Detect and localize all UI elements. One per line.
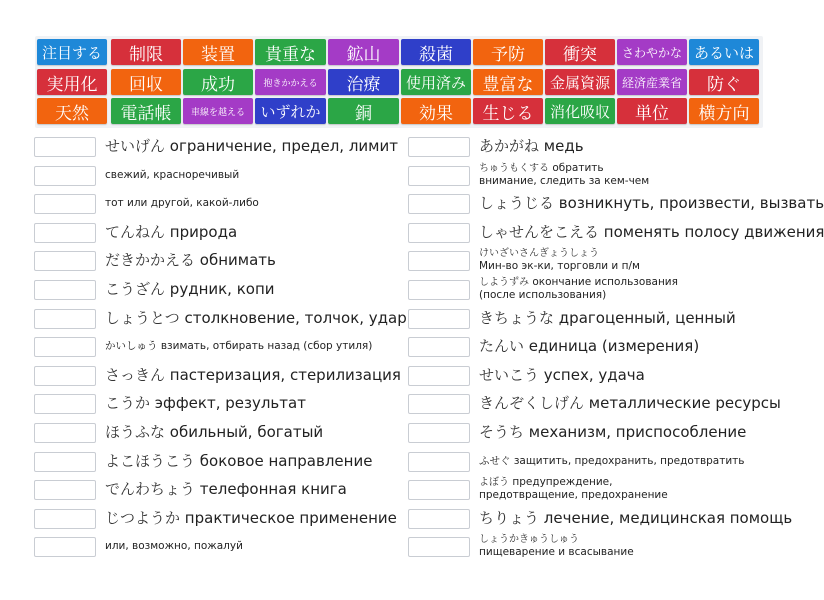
word-tile-label: 予防	[491, 44, 525, 65]
word-tile-label: 横方向	[698, 103, 750, 124]
word-tile-label: 治療	[346, 74, 381, 95]
word-tile-label: 生じる	[482, 103, 534, 124]
word-tile[interactable]	[37, 69, 107, 95]
definition-text: эффект, результат	[154, 394, 306, 412]
definition-kana: ほうふな	[105, 423, 166, 441]
definition-text: возникнуть, произвести, вызвать	[558, 194, 824, 212]
definition-text: успех, удача	[543, 366, 645, 384]
answer-slot[interactable]	[34, 394, 96, 414]
answer-slot[interactable]	[408, 309, 470, 329]
definition-label	[479, 508, 793, 528]
definition-label	[105, 250, 400, 270]
definition-label	[105, 536, 400, 556]
definition-label	[479, 162, 779, 188]
definition-text: единица (измерения)	[528, 337, 700, 355]
word-tile-label: 成功	[201, 74, 235, 95]
definition-label	[479, 451, 779, 471]
word-tile-label: 回収	[129, 74, 163, 95]
definition-kana: たんい	[479, 337, 525, 355]
definition-text: или, возможно, пожалуй	[105, 540, 243, 552]
answer-slot[interactable]	[34, 480, 96, 500]
answer-slot[interactable]	[408, 366, 470, 386]
definition-label	[105, 336, 400, 356]
definition-kana: あかがね	[479, 137, 540, 155]
answer-slot[interactable]	[408, 509, 470, 529]
word-tile[interactable]	[183, 39, 253, 65]
word-tile-label: いずれか	[260, 102, 321, 121]
answer-slot[interactable]	[408, 137, 470, 157]
word-tile[interactable]	[255, 39, 326, 65]
definition-text: природа	[169, 223, 238, 241]
definition-label	[479, 336, 779, 356]
word-tile[interactable]	[255, 98, 326, 124]
word-tile[interactable]	[473, 98, 543, 124]
definition-kana: かいしゅう	[105, 340, 158, 352]
definition-label	[105, 451, 400, 471]
answer-slot[interactable]	[408, 251, 470, 271]
definition-text: лечение, медицинская помощь	[543, 509, 793, 527]
definition-label	[105, 165, 400, 185]
definition-label	[479, 476, 779, 502]
word-tile-label: 貴重な	[265, 44, 316, 65]
word-tile[interactable]	[617, 69, 687, 95]
word-tile[interactable]	[111, 69, 181, 95]
answer-slot[interactable]	[34, 194, 96, 214]
definition-kana: こうか	[105, 394, 151, 412]
word-tile-label: 制限	[129, 44, 163, 65]
word-tile-label: 豊富な	[482, 74, 534, 95]
definition-text: практическое применение	[184, 509, 397, 527]
definition-text-line2: Мин-во эк-ки, торговли и п/м	[479, 260, 640, 272]
definition-text: драгоценный, ценный	[558, 309, 736, 327]
definition-label	[479, 533, 779, 559]
answer-slot[interactable]	[408, 423, 470, 443]
answer-slot[interactable]	[34, 251, 96, 271]
definition-kana: きんぞくしげん	[479, 394, 585, 412]
answer-slot[interactable]	[408, 223, 470, 243]
definition-kana: さっきん	[105, 366, 166, 384]
definition-label	[479, 222, 824, 242]
word-tile-label: 抱きかかえる	[263, 78, 318, 89]
word-tile[interactable]	[37, 39, 107, 65]
word-tile-label: 効果	[419, 103, 453, 124]
answer-slot[interactable]	[408, 394, 470, 414]
word-tile[interactable]	[545, 98, 615, 124]
definition-label	[105, 508, 400, 528]
word-tile-label: 殺菌	[419, 44, 453, 65]
definition-label	[105, 365, 400, 385]
definition-kana: せいこう	[479, 366, 540, 384]
word-tile-label: 防ぐ	[707, 74, 741, 95]
word-tile[interactable]	[328, 69, 399, 95]
definition-label	[479, 193, 824, 213]
answer-slot[interactable]	[34, 337, 96, 357]
definition-label	[479, 247, 779, 273]
word-tile[interactable]	[111, 39, 181, 65]
word-tile[interactable]	[689, 39, 759, 65]
definition-label	[479, 365, 779, 385]
word-tile[interactable]	[473, 39, 543, 65]
definition-label	[479, 276, 779, 302]
word-tile[interactable]	[183, 98, 253, 124]
definition-kana: しようずみ	[479, 277, 529, 288]
definition-label	[479, 393, 779, 413]
definition-text: тот или другой, какой-либо	[105, 197, 259, 209]
word-tile[interactable]	[617, 39, 687, 65]
word-tile-label: 装置	[201, 44, 235, 65]
word-tile-label: 単位	[635, 103, 669, 124]
answer-slot[interactable]	[34, 452, 96, 472]
word-tile-label: 注目する	[41, 43, 102, 62]
answer-slot[interactable]	[408, 280, 470, 300]
definition-label	[105, 393, 400, 413]
word-tile-label: 金属資源	[549, 73, 610, 92]
definition-kana: しょうじる	[479, 194, 555, 212]
definition-text-line2: пищеварение и всасывание	[479, 546, 634, 558]
word-tile[interactable]	[328, 98, 399, 124]
definition-label	[479, 308, 779, 328]
word-tile-label: 銅	[355, 103, 372, 124]
word-tile-label: 車線を越える	[190, 107, 245, 118]
definition-text: взимать, отбирать назад (сбор утиля)	[160, 340, 373, 352]
definition-text-line2: (после использования)	[479, 289, 607, 301]
word-tile-label: 電話帳	[120, 103, 172, 124]
definition-label	[105, 308, 407, 328]
definition-kana: せいげん	[105, 137, 166, 155]
word-tile-label: 衝突	[563, 44, 597, 65]
answer-slot[interactable]	[408, 194, 470, 214]
word-tile-label: 消化吸収	[549, 102, 610, 121]
definition-text: защитить, предохранить, предотвратить	[513, 455, 745, 467]
definition-text: поменять полосу движения	[603, 223, 824, 241]
answer-slot[interactable]	[408, 537, 470, 557]
definition-kana: ちりょう	[479, 509, 540, 527]
definition-label	[105, 193, 400, 213]
answer-slot[interactable]	[34, 223, 96, 243]
word-tile[interactable]	[183, 69, 253, 95]
word-tile[interactable]	[255, 69, 326, 95]
definition-kana: しょうとつ	[105, 309, 180, 327]
answer-slot[interactable]	[34, 309, 96, 329]
word-tile[interactable]	[37, 98, 107, 124]
definition-text: телефонная книга	[199, 480, 347, 498]
word-tile[interactable]	[401, 69, 471, 95]
word-tile-label: 天然	[55, 103, 89, 124]
word-tile[interactable]	[617, 98, 687, 124]
word-tile-label: さわやかな	[621, 45, 682, 60]
definition-text: предупреждение,	[512, 476, 613, 488]
definition-label	[105, 422, 400, 442]
word-tile-label: 鉱山	[346, 44, 381, 65]
answer-slot[interactable]	[34, 137, 96, 157]
answer-slot[interactable]	[408, 166, 470, 186]
definition-text: столкновение, толчок, удар	[184, 309, 407, 327]
definition-kana: こうざん	[105, 280, 166, 298]
definition-kana: でんわちょう	[105, 480, 196, 498]
answer-slot[interactable]	[408, 337, 470, 357]
answer-slot[interactable]	[34, 366, 96, 386]
definition-label	[105, 136, 400, 156]
definition-kana: てんねん	[105, 223, 166, 241]
word-tile[interactable]	[401, 39, 471, 65]
definition-kana: ふせぐ	[479, 455, 511, 467]
definition-text: ограничение, предел, лимит	[169, 137, 398, 155]
definition-label	[479, 422, 779, 442]
answer-slot[interactable]	[34, 280, 96, 300]
definition-label	[105, 222, 400, 242]
word-tile[interactable]	[328, 39, 399, 65]
definition-text: окончание использования	[532, 276, 678, 288]
definition-kana: だきかかえる	[105, 251, 196, 269]
answer-slot[interactable]	[34, 166, 96, 186]
definition-text: обильный, богатый	[169, 423, 324, 441]
definition-kana: けいざいさんぎょうしょう	[479, 248, 599, 259]
definition-kana: しゃせんをこえる	[479, 223, 600, 241]
definition-kana: じつようか	[105, 509, 181, 527]
word-tile-label: 実用化	[46, 74, 98, 95]
definition-text: боковое направление	[199, 452, 373, 470]
definition-text: металлические ресурсы	[588, 394, 781, 412]
word-tile-label: 使用済み	[405, 73, 466, 92]
definition-kana: ちゅうもくする	[479, 163, 549, 174]
definition-label	[479, 136, 779, 156]
definition-label	[105, 279, 400, 299]
answer-slot[interactable]	[34, 423, 96, 443]
definition-text: обратить	[552, 162, 604, 174]
definition-text: обнимать	[199, 251, 276, 269]
definition-kana: しょうかきゅうしゅう	[479, 534, 579, 545]
definition-text: пастеризация, стерилизация	[169, 366, 401, 384]
definition-text: механизм, приспособление	[528, 423, 747, 441]
definition-text-line2: внимание, следить за кем-чем	[479, 175, 650, 187]
definition-label	[105, 479, 400, 499]
word-tile[interactable]	[689, 69, 759, 95]
word-tile[interactable]	[401, 98, 471, 124]
definition-text: медь	[543, 137, 584, 155]
answer-slot[interactable]	[408, 452, 470, 472]
definition-kana: よぼう	[479, 477, 509, 488]
definition-kana: よこほうこう	[105, 452, 196, 470]
word-tile[interactable]	[545, 69, 615, 95]
word-tile[interactable]	[111, 98, 181, 124]
word-tile[interactable]	[545, 39, 615, 65]
word-tile[interactable]	[689, 98, 759, 124]
answer-slot[interactable]	[408, 480, 470, 500]
word-tile-label: 経済産業省	[621, 75, 682, 90]
definition-text-line2: предотвращение, предохранение	[479, 489, 668, 501]
answer-slot[interactable]	[34, 537, 96, 557]
answer-slot[interactable]	[34, 509, 96, 529]
word-tile-label: あるいは	[693, 43, 754, 62]
definition-kana: そうち	[479, 423, 525, 441]
definition-text: свежий, красноречивый	[105, 169, 240, 181]
word-tile[interactable]	[473, 69, 543, 95]
definition-text: рудник, копи	[169, 280, 275, 298]
tile-bank	[35, 36, 763, 128]
definition-kana: きちょうな	[479, 309, 555, 327]
